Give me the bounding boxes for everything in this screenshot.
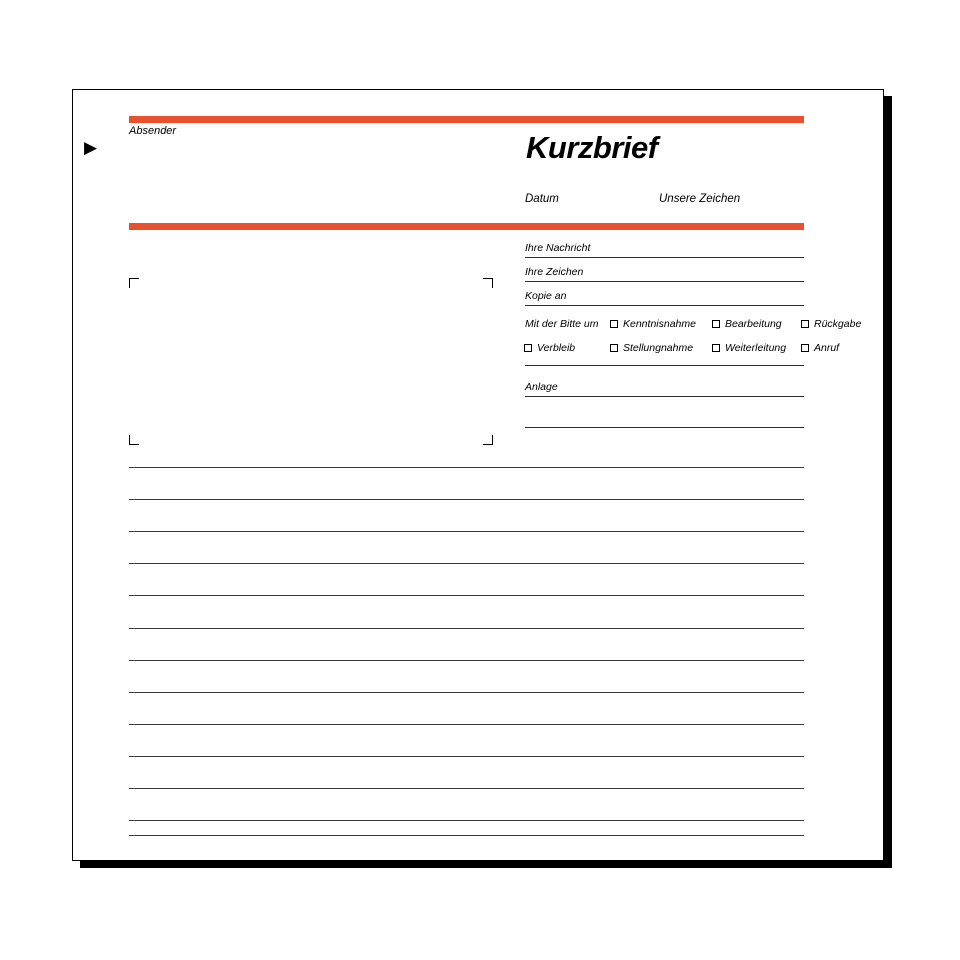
checkbox-verbleib[interactable] (524, 344, 532, 352)
crop-mark-top-left (129, 278, 139, 288)
field-label-ihre-zeichen: Ihre Zeichen (525, 266, 584, 278)
crop-mark-bottom-left (129, 435, 139, 445)
attachment-input-line-2[interactable] (525, 427, 804, 428)
checkbox-label-anruf: Anruf (814, 342, 840, 354)
crop-mark-top-right (483, 278, 493, 288)
attachment-input-line-1[interactable] (525, 396, 804, 397)
accent-bar-bottom (129, 223, 804, 230)
checkbox-label-weiterleitung: Weiterleitung (725, 342, 787, 354)
fold-mark-icon: ▶ (84, 138, 98, 158)
body-line[interactable] (129, 499, 804, 500)
crop-mark-bottom-right (483, 435, 493, 445)
request-group-label: Mit der Bitte um (525, 318, 599, 330)
checkbox-stellungnahme[interactable] (610, 344, 618, 352)
body-line[interactable] (129, 628, 804, 629)
body-line[interactable] (129, 788, 804, 789)
checkbox-label-kenntnisnahme: Kenntnisnahme (623, 318, 696, 330)
body-line[interactable] (129, 531, 804, 532)
field-input-kopie-an[interactable] (525, 305, 804, 306)
checkbox-item-rueckgabe[interactable] (814, 318, 861, 330)
reference-label: Unsere Zeichen (659, 193, 741, 205)
request-section-divider (525, 365, 804, 366)
form-title: Kurzbrief (526, 130, 658, 165)
checkbox-anruf[interactable] (801, 344, 809, 352)
body-line[interactable] (129, 660, 804, 661)
body-line[interactable] (129, 820, 804, 821)
body-line[interactable] (129, 692, 804, 693)
checkbox-item-bearbeitung[interactable] (725, 318, 782, 330)
checkbox-kenntnisnahme[interactable] (610, 320, 618, 328)
checkbox-label-verbleib: Verbleib (537, 342, 576, 354)
field-input-ihre-nachricht[interactable] (525, 257, 804, 258)
checkbox-label-stellungnahme: Stellungnahme (623, 342, 694, 354)
body-line[interactable] (129, 595, 804, 596)
checkbox-item-anruf[interactable] (814, 342, 839, 354)
checkbox-bearbeitung[interactable] (712, 320, 720, 328)
checkbox-label-rueckgabe: Rückgabe (814, 318, 862, 330)
sender-label: Absender (129, 125, 177, 137)
checkbox-item-stellungnahme[interactable] (623, 342, 693, 354)
field-label-kopie-an: Kopie an (525, 290, 567, 302)
body-line[interactable] (129, 724, 804, 725)
checkbox-weiterleitung[interactable] (712, 344, 720, 352)
attachment-label: Anlage (525, 381, 558, 393)
kurzbrief-form (72, 89, 884, 861)
checkbox-item-weiterleitung[interactable] (725, 342, 786, 354)
checkbox-label-bearbeitung: Bearbeitung (725, 318, 782, 330)
checkbox-item-verbleib[interactable] (537, 342, 575, 354)
accent-bar-top (129, 116, 804, 123)
date-label: Datum (525, 193, 559, 205)
checkbox-item-kenntnisnahme[interactable] (623, 318, 696, 330)
body-line[interactable] (129, 467, 804, 468)
field-label-ihre-nachricht: Ihre Nachricht (525, 242, 591, 254)
checkbox-rueckgabe[interactable] (801, 320, 809, 328)
body-line[interactable] (129, 835, 804, 836)
body-line[interactable] (129, 756, 804, 757)
body-line[interactable] (129, 563, 804, 564)
field-input-ihre-zeichen[interactable] (525, 281, 804, 282)
